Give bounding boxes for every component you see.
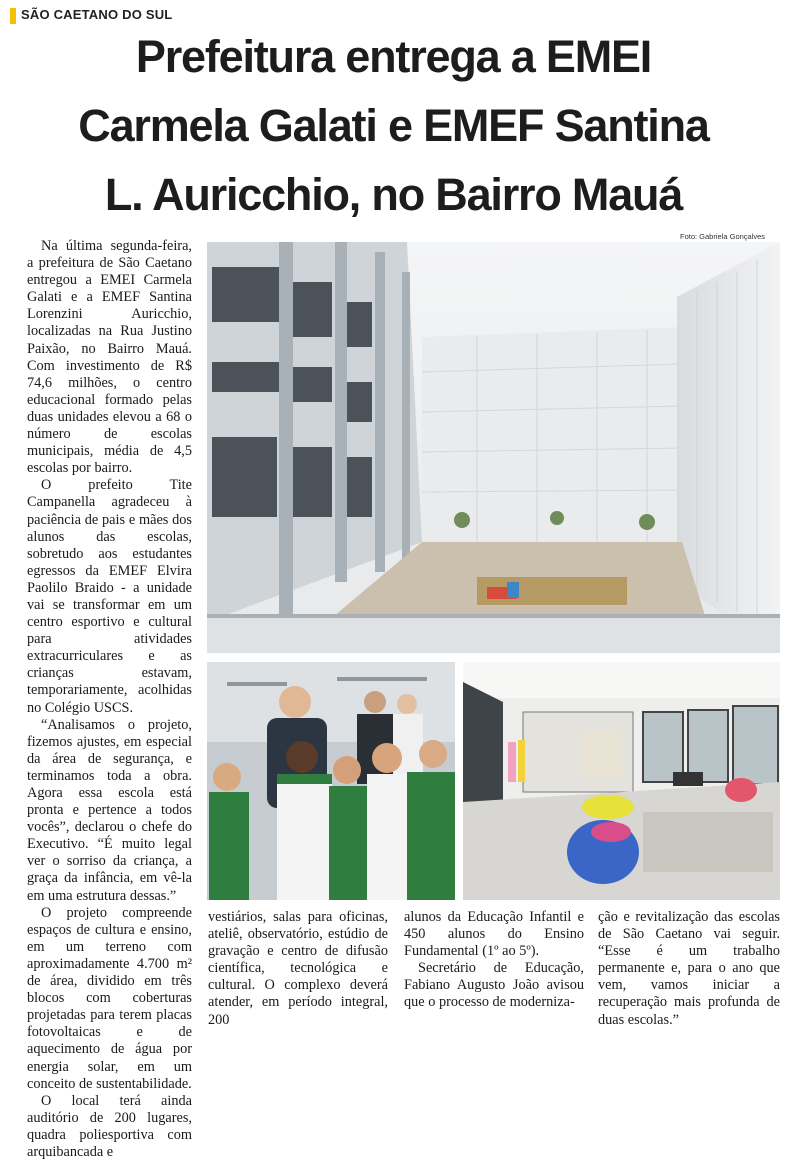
paragraph: O projeto compreende espaços de cultura e ensino, em um terreno com aproximadamente 4.700 m² de área, dividido em três blocos com coberturas projetadas para terem placas fotovoltaicas e de aquecimento de água por energia solar, em um conceito de sustentabilidade. bbox=[27, 904, 192, 1092]
paragraph: “Analisamos o projeto, fizemos ajustes, em especial da área de segurança, e terminamos toda a obra. Agora essa escola está pronta e pertence a todos vocês”, declarou o chefe do Executivo. “É muito legal ver o sorriso da criança, a graça da infância, em vê-la em uma estrutura dessas.” bbox=[27, 716, 192, 904]
children-photo bbox=[207, 662, 455, 900]
photo-credit: Foto: Gabriela Gonçalves bbox=[680, 232, 766, 241]
paragraph: O prefeito Tite Campanella agradeceu à paciência de pais e mães dos alunos das escolas, sobretudo aos estudantes egressos da EMEF Elvira Paolilo Braido - a unidade vai se transformar em um centro esportivo e cultural para atividades extracurriculares e as crianças estavam, temporariamente, acolhidas no Colégio USCS. bbox=[27, 477, 192, 716]
headline bbox=[0, 22, 787, 229]
school-courtyard-photo bbox=[207, 242, 780, 653]
article-column-3 bbox=[404, 909, 584, 1012]
headline-line: Carmela Galati e EMEF Santina bbox=[78, 100, 709, 151]
article-column-1 bbox=[27, 238, 192, 1161]
headline-line: L. Auricchio, no Bairro Mauá bbox=[104, 169, 683, 220]
paragraph: ção e revitalização das escolas de São Caetano vai seguir. “Esse é um trabalho permanente e, para o ano que vem, vamos iniciar a recuperação mais profunda de duas escolas.” bbox=[598, 909, 780, 1028]
paragraph: Na última segunda-feira, a prefeitura de São Caetano entregou a EMEI Carmela Galati e a EMEF Santina Lorenzini Auricchio, localizadas na Rua Justino Paixão, no Bairro Mauá. Com investimento de R$ 74,6 milhões, o centro educacional formado pelas duas unidades elevou a 68 o número de escolas municipais, média de 4,5 escolas por bairro. bbox=[27, 238, 192, 477]
article-column-4 bbox=[598, 909, 780, 1029]
paragraph: O local terá ainda auditório de 200 lugares, quadra poliesportiva com arquibancada e bbox=[27, 1092, 192, 1160]
section-label: SÃO CAETANO DO SUL bbox=[21, 7, 173, 22]
paragraph: alunos da Educação Infantil e 450 alunos do Ensino Fundamental (1º ao 5º). bbox=[404, 909, 584, 960]
headline-line: Prefeitura entrega a EMEI bbox=[135, 31, 652, 82]
paragraph: Secretário de Educação, Fabiano Augusto João avisou que o processo de moderniza- bbox=[404, 960, 584, 1011]
paragraph: vestiários, salas para oficinas, ateliê, observatório, estúdio de gravação e centro de difusão científica, tecnológica e cultural. O complexo deverá atender, em período integral, 200 bbox=[208, 909, 388, 1028]
classroom-photo bbox=[463, 662, 780, 900]
article-column-2 bbox=[208, 909, 388, 1029]
